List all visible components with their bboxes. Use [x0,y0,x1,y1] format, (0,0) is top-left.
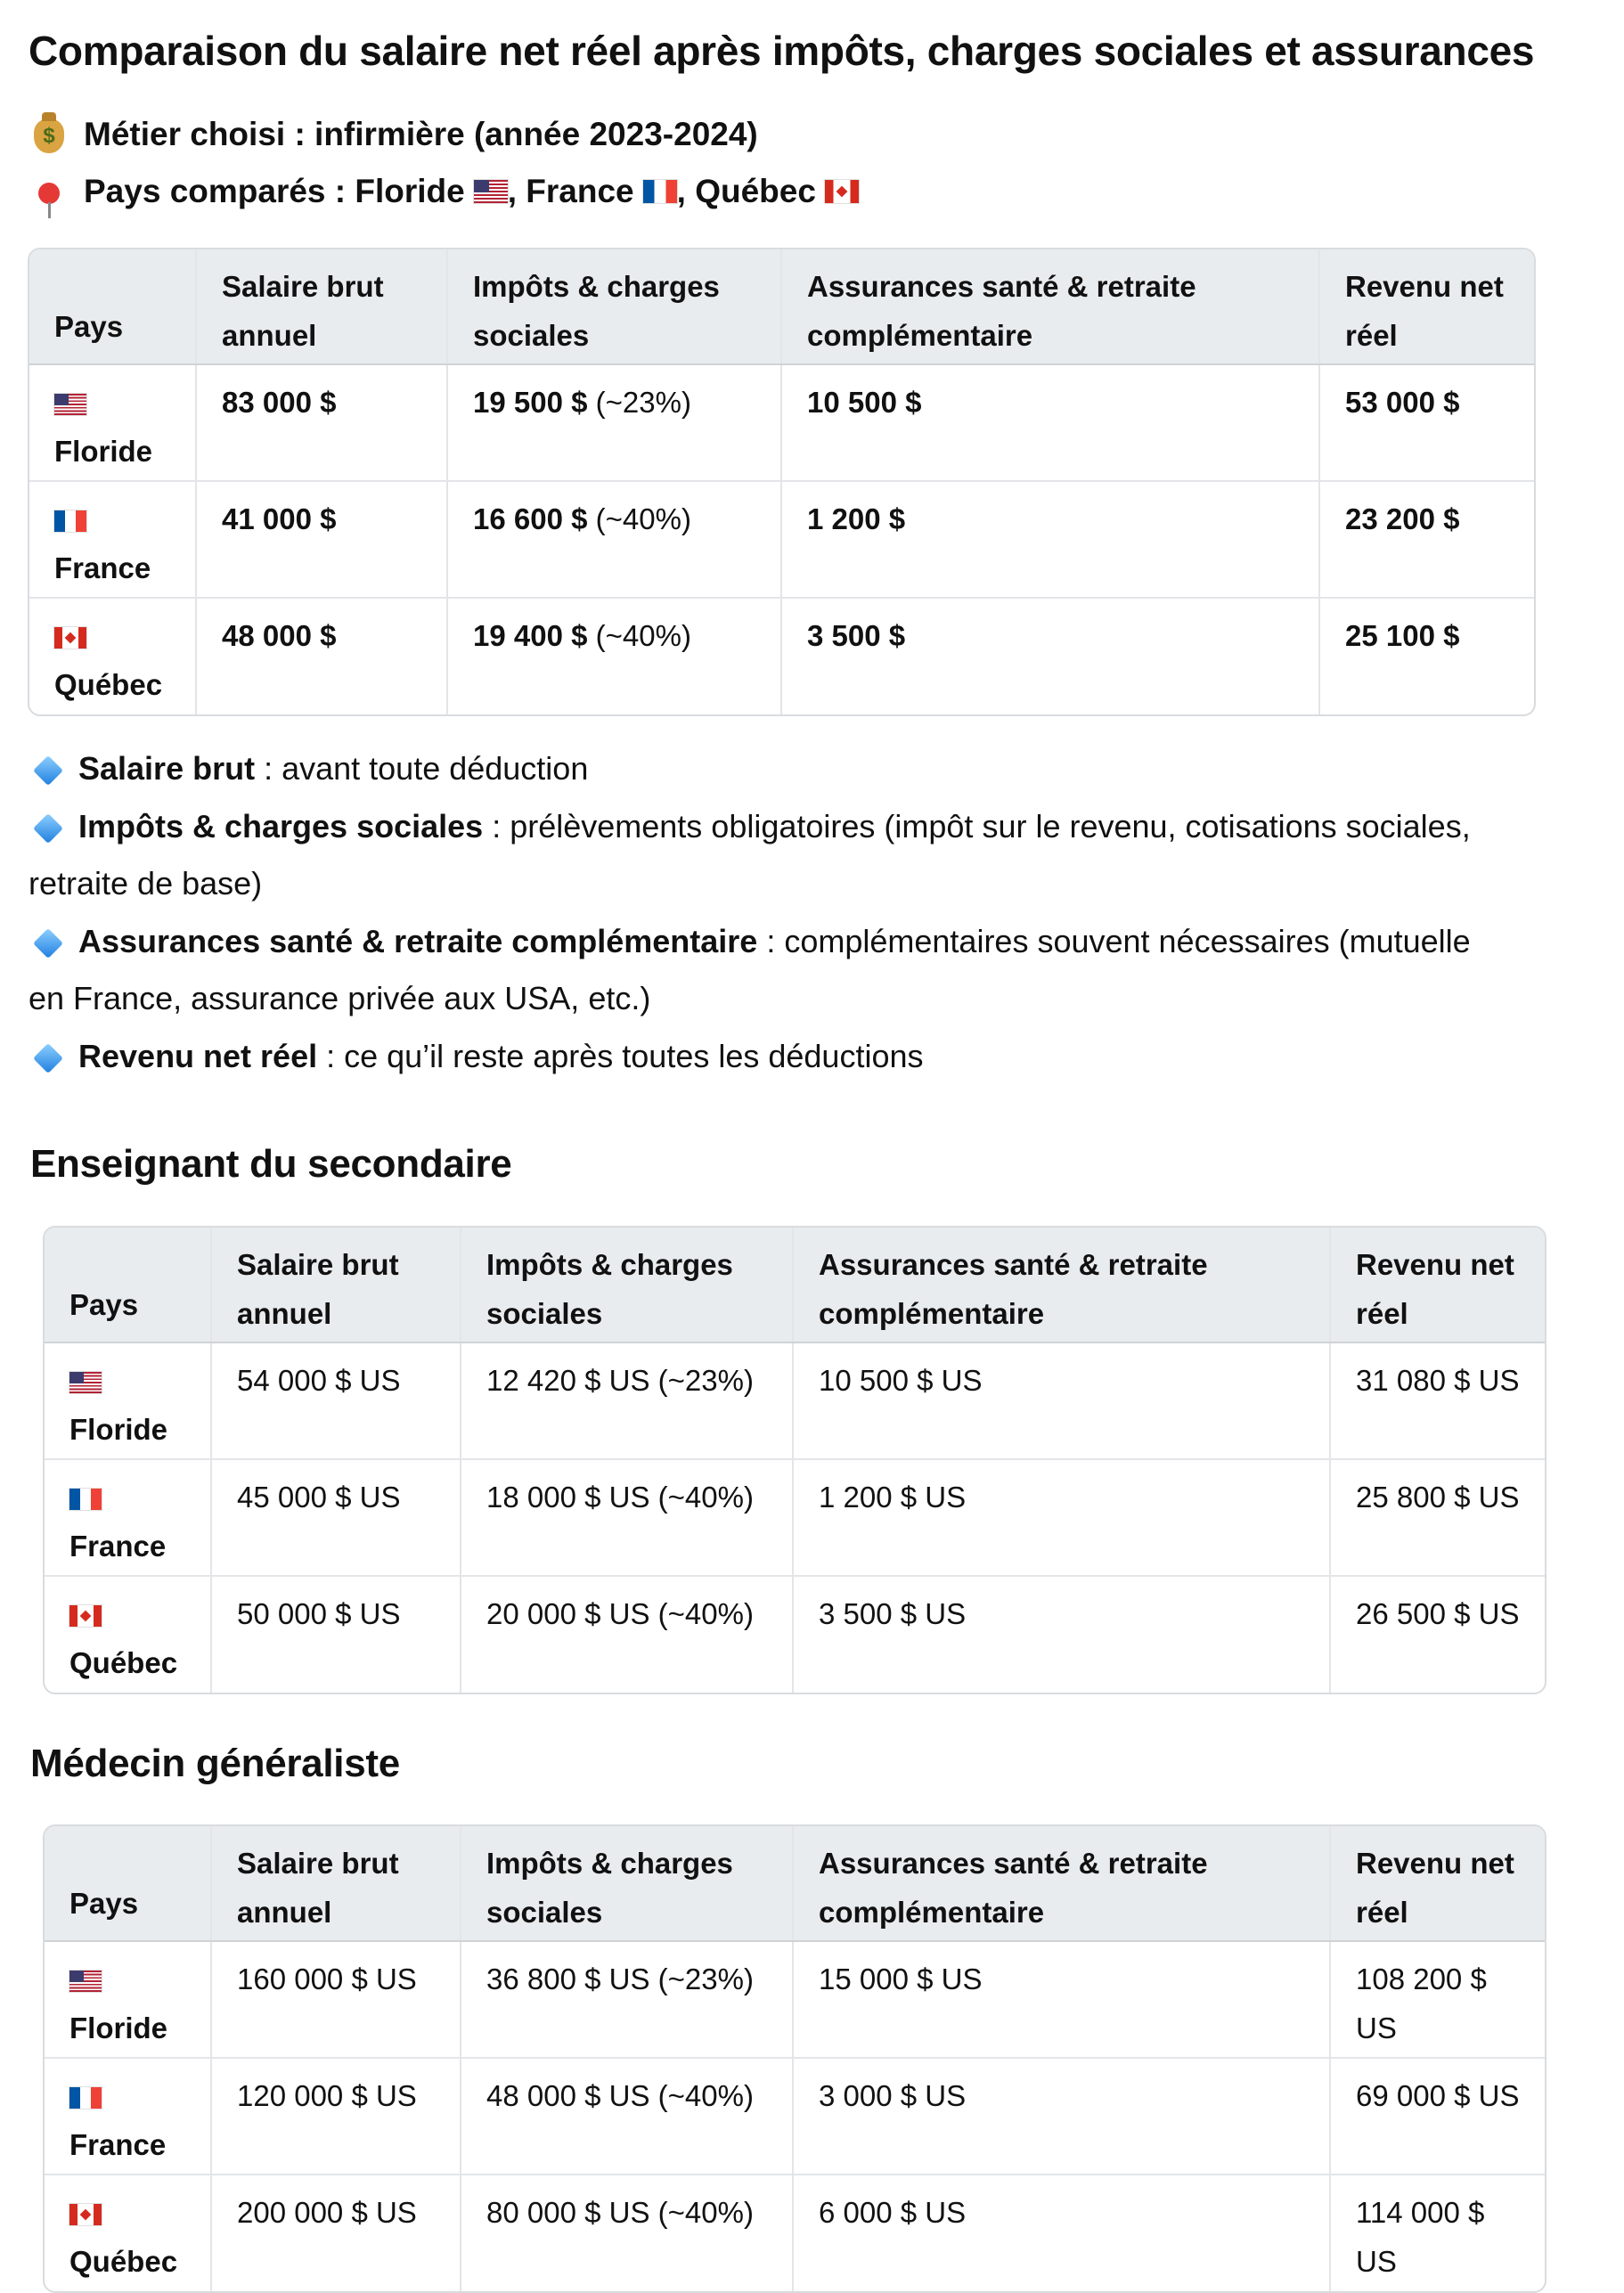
country-cell: Québec [45,1576,211,1693]
col-header-impots: Impôts & charges sociales [461,1826,793,1941]
country-cell: France [45,2058,211,2175]
table-row [29,598,1534,714]
diamond-icon [33,1044,63,1074]
section-title-medecin: Médecin généraliste [30,1742,400,1785]
table-row [45,1342,1545,1459]
impots-cell: 36 800 $ US (~23%) [461,1941,793,2058]
table-header-row [29,249,1534,364]
col-header-brut: Salaire brut annuel [211,1228,461,1342]
net-cell: 108 200 $ US [1330,1941,1545,2058]
col-header-net: Revenu net réel [1330,1826,1545,1941]
country-cell: Floride [29,364,196,481]
table-row [45,1941,1545,2058]
money-bag-icon: $ [29,116,69,153]
col-header-impots: Impôts & charges sociales [447,249,781,364]
impots-cell: 20 000 $ US (~40%) [461,1576,793,1693]
fr-flag-icon [69,2087,102,2109]
col-header-assurances: Assurances santé & retraite complémentaire [781,249,1319,364]
col-header-pays: Pays [45,1826,211,1941]
impots-cell: 19 500 $ (~23%) [447,364,781,481]
countries-sep2: , Québec [676,173,816,209]
country-cell: France [45,1459,211,1576]
country-cell: Québec [45,2175,211,2291]
table-row [45,1576,1545,1693]
assurances-cell: 6 000 $ US [793,2175,1330,2291]
col-header-net: Revenu net réel [1330,1228,1545,1342]
table-row [45,2058,1545,2175]
impots-cell: 19 400 $ (~40%) [447,598,781,714]
fr-flag-icon [54,510,86,532]
table-row [29,364,1534,481]
assurances-cell: 3 000 $ US [793,2058,1330,2175]
net-cell: 53 000 $ [1319,364,1534,481]
col-header-assurances: Assurances santé & retraite complémentaire [793,1826,1330,1941]
countries-sep1: , France [507,173,634,209]
col-header-pays: Pays [29,249,196,364]
job-line [29,116,758,153]
col-header-net: Revenu net réel [1319,249,1534,364]
job-label: Métier choisi : infirmière (année 2023-2024) [84,116,758,153]
col-header-assurances: Assurances santé & retraite complémentaire [793,1228,1330,1342]
table-infirmiere [28,248,1536,716]
net-cell: 69 000 $ US [1330,2058,1545,2175]
brut-cell: 54 000 $ US [211,1342,461,1459]
us-flag-icon [69,1372,102,1393]
net-cell: 25 100 $ [1345,619,1460,652]
assurances-cell: 3 500 $ [781,598,1319,714]
us-flag-icon [54,394,86,415]
legend-item: Assurances santé & retraite complémentaire : complémentaires souvent nécessaires (mutuelle [29,914,1471,969]
pin-icon [29,173,69,210]
assurances-cell: 15 000 $ US [793,1941,1330,2058]
ca-flag-icon [69,1605,102,1627]
table-header-row [45,1826,1545,1941]
brut-cell: 50 000 $ US [211,1576,461,1693]
table-enseignant [43,1226,1546,1694]
table-row [29,481,1534,598]
assurances-cell: 10 500 $ [781,364,1319,481]
legend-item: Revenu net réel : ce qu’il reste après toutes les déductions [29,1029,924,1084]
us-flag-icon [69,1971,102,1992]
ca-flag-icon [54,627,86,649]
brut-cell: 45 000 $ US [211,1459,461,1576]
col-header-pays: Pays [45,1228,211,1342]
brut-cell: 160 000 $ US [211,1941,461,2058]
section-title-enseignant: Enseignant du secondaire [30,1142,512,1186]
net-cell: 25 800 $ US [1330,1459,1545,1576]
brut-cell: 83 000 $ [196,364,447,481]
legend-item: Salaire brut : avant toute déduction [29,741,588,796]
legend-item-cont: en France, assurance privée aux USA, etc.) [29,980,651,1016]
country-cell: Québec [29,598,196,714]
ca-flag-icon [69,2204,102,2225]
brut-cell: 48 000 $ [196,598,447,714]
fr-flag-icon [69,1489,102,1510]
table-header-row [45,1228,1545,1342]
fr-flag-icon [643,180,677,203]
net-cell: 26 500 $ US [1356,1597,1520,1630]
legend-item: Impôts & charges sociales : prélèvements obligatoires (impôt sur le revenu, cotisations sociales, [29,799,1471,854]
net-cell: 31 080 $ US [1330,1342,1545,1459]
diamond-icon [33,814,63,845]
net-cell: 23 200 $ [1319,481,1534,598]
table-row [45,2175,1545,2291]
us-flag-icon [474,180,508,203]
brut-cell: 41 000 $ [196,481,447,598]
net-cell: 114 000 $ US [1356,2196,1485,2278]
assurances-cell: 10 500 $ US [793,1342,1330,1459]
assurances-cell: 3 500 $ US [793,1576,1330,1693]
table-row [45,1459,1545,1576]
assurances-cell: 1 200 $ [781,481,1319,598]
assurances-cell: 1 200 $ US [793,1459,1330,1576]
impots-cell: 18 000 $ US (~40%) [461,1459,793,1576]
country-cell: Floride [45,1342,211,1459]
impots-cell: 12 420 $ US (~23%) [461,1342,793,1459]
countries-line [29,173,859,210]
col-header-impots: Impôts & charges sociales [461,1228,793,1342]
col-header-brut: Salaire brut annuel [211,1826,461,1941]
col-header-brut: Salaire brut annuel [196,249,447,364]
legend-item-cont: retraite de base) [29,865,263,902]
page-title: Comparaison du salaire net réel après impôts, charges sociales et assurances [29,28,1535,74]
table-medecin [43,1824,1546,2293]
countries-prefix: Pays comparés : Floride [84,173,465,209]
impots-cell: 48 000 $ US (~40%) [461,2058,793,2175]
country-cell: France [29,481,196,598]
impots-cell: 80 000 $ US (~40%) [461,2175,793,2291]
diamond-icon [33,929,63,959]
country-cell: Floride [45,1941,211,2058]
impots-cell: 16 600 $ (~40%) [447,481,781,598]
brut-cell: 200 000 $ US [211,2175,461,2291]
brut-cell: 120 000 $ US [211,2058,461,2175]
ca-flag-icon [825,180,859,203]
diamond-icon [33,756,63,787]
